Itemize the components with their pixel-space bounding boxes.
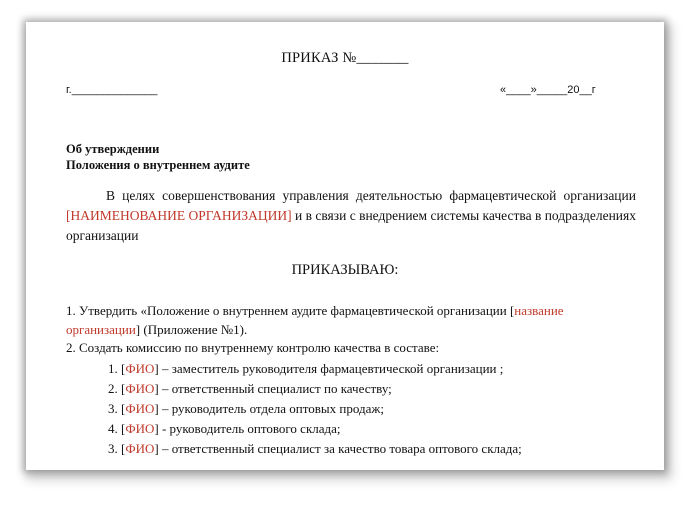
- city-line: г.______________: [66, 84, 158, 96]
- member-line-2: [108, 381, 392, 397]
- member-fio-placeholder: ФИО: [125, 421, 155, 436]
- member-num: 1. [: [108, 361, 126, 376]
- preamble-text-before: В целях совершенствования управления деятельностью фармацевтической организации: [106, 188, 636, 203]
- date-line: «____»_____20__г: [500, 84, 596, 96]
- order-title: ПРИКАЗ №_______: [281, 50, 409, 66]
- member-role: ] – ответственный специалист по качеству;: [154, 381, 392, 396]
- item-2: 2. Создать комиссию по внутреннему контролю качества в составе:: [66, 340, 440, 355]
- member-num: 4. [: [108, 421, 126, 436]
- member-num: 3. [: [108, 441, 126, 456]
- member-num: 3. [: [108, 401, 126, 416]
- subject-line-2: Положения о внутреннем аудите: [66, 158, 250, 172]
- member-fio-placeholder: ФИО: [125, 441, 155, 456]
- member-fio-placeholder: ФИО: [125, 401, 155, 416]
- member-fio-placeholder: ФИО: [125, 381, 155, 396]
- member-line-4: [108, 421, 341, 437]
- organization-name-placeholder: [НАИМЕНОВАНИЕ ОРГАНИЗАЦИИ]: [66, 208, 292, 223]
- member-num: 2. [: [108, 381, 126, 396]
- order-word: ПРИКАЗЫВАЮ:: [291, 262, 399, 278]
- document-page: [26, 22, 664, 470]
- item-1-placeholder: название организации: [66, 303, 564, 337]
- member-line-3: [108, 401, 384, 417]
- member-role: ] – заместитель руководителя фармацевтической организации ;: [154, 361, 504, 376]
- member-line-1: [108, 361, 503, 377]
- member-role: ] - руководитель оптового склада;: [154, 421, 341, 436]
- item-1: [66, 302, 636, 339]
- item-1-before: 1. Утвердить «Положение о внутреннем аудите фармацевтической организации [: [66, 303, 515, 318]
- item-1-after: ] (Приложение №1).: [135, 321, 248, 337]
- member-line-5: [108, 441, 522, 457]
- member-role: ] – ответственный специалист за качество товара оптового склада;: [154, 441, 522, 456]
- member-role: ] – руководитель отдела оптовых продаж;: [154, 401, 384, 416]
- preamble-text-after: и в связи с внедрением системы качества в подразделениях организации: [66, 208, 636, 243]
- subject-line-1: Об утверждении: [66, 142, 160, 156]
- preamble-paragraph: [66, 186, 636, 246]
- member-fio-placeholder: ФИО: [125, 361, 155, 376]
